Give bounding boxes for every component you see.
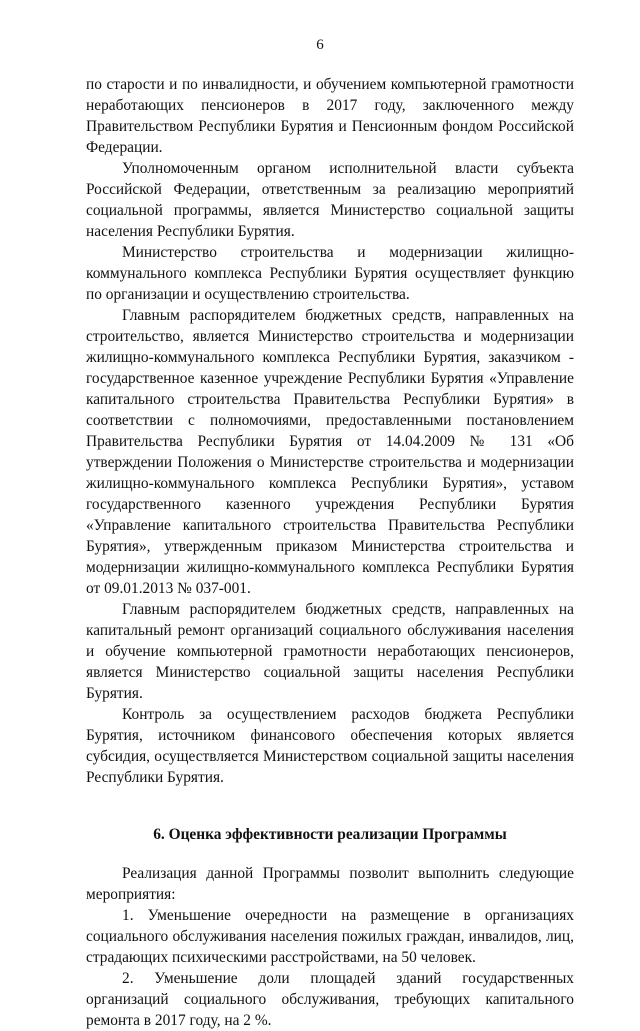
paragraph-control: Контроль за осуществлением расходов бюджета Республики Бурятия, источником финансового обеспечения которых является субсидия, осуществляется Министерством социальной защиты населения Республики Бурятия. <box>86 706 574 786</box>
page-number: 6 <box>316 37 324 53</box>
paragraph-continuation: по старости и по инвалидности, и обучением компьютерной грамотности неработающих пенсионеров в 2017 году, заключенного между Правительством Республики Бурятия и Пенсионным фондом Российской Федерации. <box>86 76 574 156</box>
paragraph-construction-ministry: Министерство строительства и модернизации жилищно-коммунального комплекса Республики Бурятия осуществляет функцию по организации и осуществлению строительства. <box>86 244 574 303</box>
paragraph-authorized-body: Уполномоченным органом исполнительной власти субъекта Российской Федерации, ответственным за реализацию мероприятий социальной программы, является Министерство социальной защиты населения Республики Бурятия. <box>86 160 574 240</box>
list-item-measure-1: 1. Уменьшение очередности на размещение в организациях социального обслуживания населения пожилых граждан, инвалидов, лиц, страдающих психическими расстройствами, на 50 человек. <box>86 907 574 966</box>
paragraph-budget-manager-construction: Главным распорядителем бюджетных средств, направленных на строительство, является Министерство строительства и модернизации жилищно-коммунального комплекса Республики Бурятия, заказчиком - государственное казенное учреждение Республики Бурятия «Управление капитального строительства Правительства Республики Бурятия» в соответствии с полномочиями, предоставленными постановлением Правительства Республики Бурятия от 14.04.2009 № 131 «Об утверждении Положения о Министерстве строительства и модернизации жилищно-коммунального комплекса Республики Бурятия», уставом государственного казенного учреждения Республики Бурятия «Управление капитального строительства Правительства Республики Бурятия», утвержденным приказом Министерства строительства и модернизации жилищно-коммунального комплекса Республики Бурятия от 09.01.2013 № 037-001. <box>86 307 574 597</box>
document-body <box>86 74 574 1031</box>
list-item-measure-2: 2. Уменьшение доли площадей зданий государственных организаций социального обслуживания, требующих капитального ремонта в 2017 году, на 2 %. <box>86 970 574 1029</box>
paragraph-intro-measures: Реализация данной Программы позволит выполнить следующие мероприятия: <box>86 865 574 903</box>
section-heading: 6. Оценка эффективности реализации Программы <box>153 826 507 843</box>
paragraph-budget-manager-repair: Главным распорядителем бюджетных средств, направленных на капитальный ремонт организаций социального обслуживания населения и обучение компьютерной грамотности неработающих пенсионеров, является Министерство социальной защиты населения Республики Бурятия. <box>86 601 574 702</box>
